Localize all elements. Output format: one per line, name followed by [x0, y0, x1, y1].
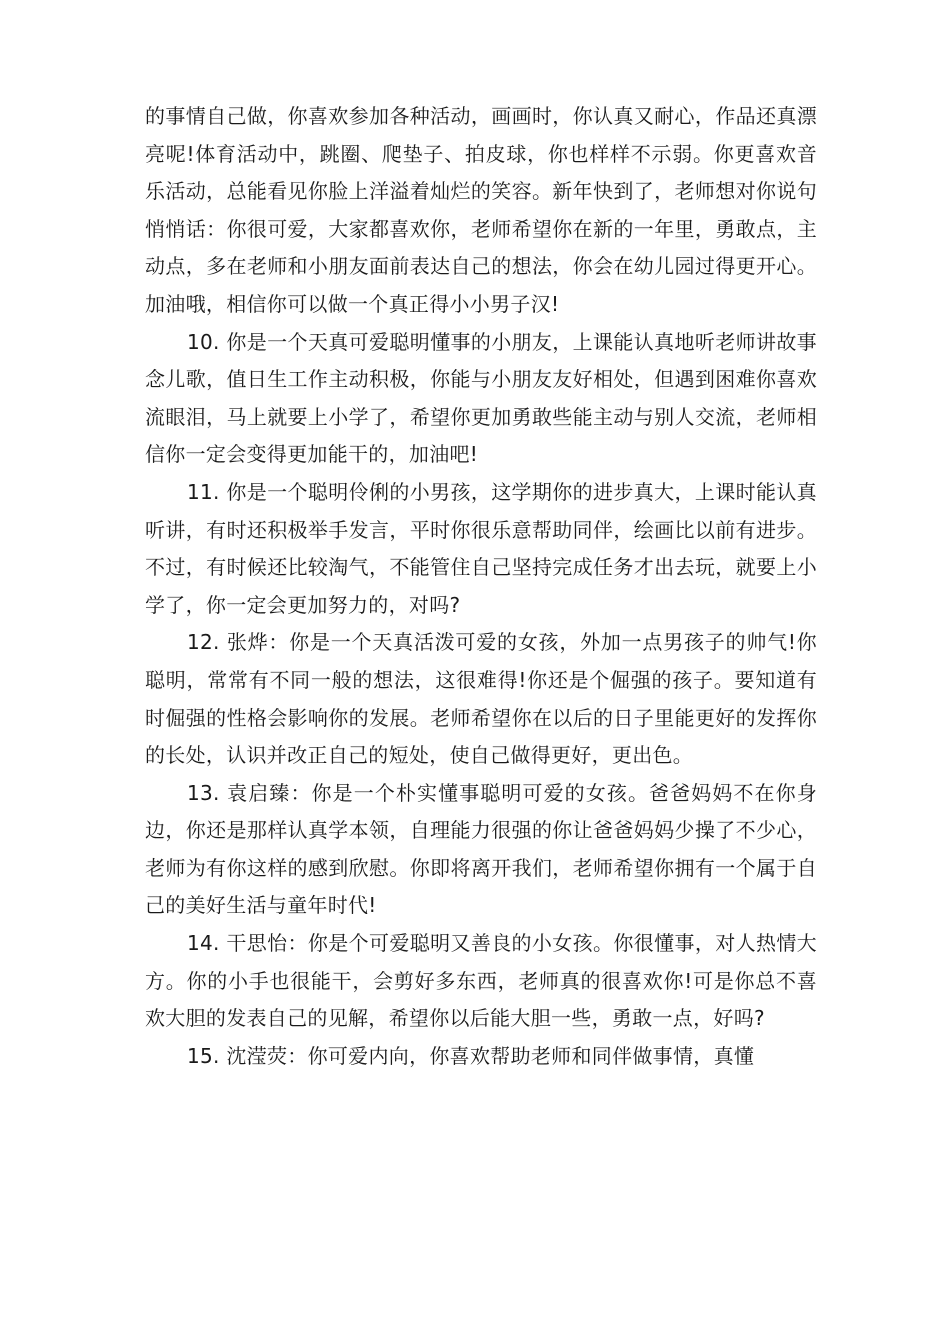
paragraph-comment-10: 10. 你是一个天真可爱聪明懂事的小朋友，上课能认真地听老师讲故事念儿歌，值日生工作主动积极，你能与小朋友友好相处，但遇到困难你喜欢流眼泪，马上就要上小学了，希望你更加勇敢些能主动与别人交流，老师相信你一定会变得更加能干的，加油吧! [145, 329, 817, 467]
paragraph-continuation: 的事情自己做，你喜欢参加各种活动，画画时，你认真又耐心，作品还真漂亮呢!体育活动中，跳圈、爬垫子、拍皮球，你也样样不示弱。你更喜欢音乐活动，总能看见你脸上洋溢着灿烂的笑容。新年快到了，老师想对你说句悄悄话：你很可爱，大家都喜欢你，老师希望你在新的一年里，勇敢点，主动点，多在老师和小朋友面前表达自己的想法，你会在幼儿园过得更开心。加油哦，相信你可以做一个真正得小小男子汉! [145, 104, 817, 316]
paragraph-comment-12: 12. 张烨：你是一个天真活泼可爱的女孩，外加一点男孩子的帅气!你聪明，常常有不同一般的想法，这很难得!你还是个倔强的孩子。要知道有时倔强的性格会影响你的发展。老师希望你在以后的日子里能更好的发挥你的长处，认识并改正自己的短处，使自己做得更好，更出色。 [145, 630, 817, 768]
document-page [145, 98, 817, 1075]
paragraph-comment-15: 15. 沈滢荧：你可爱内向，你喜欢帮助老师和同伴做事情，真懂 [187, 1043, 755, 1068]
paragraph-comment-11: 11. 你是一个聪明伶俐的小男孩，这学期你的进步真大，上课时能认真听讲，有时还积极举手发言，平时你很乐意帮助同伴，绘画比以前有进步。不过，有时候还比较淘气，不能管住自己坚持完成任务才出去玩，就要上小学了，你一定会更加努力的，对吗? [145, 479, 817, 617]
paragraph-comment-13: 13. 袁启臻：你是一个朴实懂事聪明可爱的女孩。爸爸妈妈不在你身边，你还是那样认真学本领，自理能力很强的你让爸爸妈妈少操了不少心，老师为有你这样的感到欣慰。你即将离开我们，老师希望你拥有一个属于自己的美好生活与童年时代! [145, 780, 817, 918]
paragraph-comment-14: 14. 干思怡：你是个可爱聪明又善良的小女孩。你很懂事，对人热情大方。你的小手也很能干，会剪好多东西，老师真的很喜欢你!可是你总不喜欢大胆的发表自己的见解，希望你以后能大胆一些，勇敢一点，好吗? [145, 931, 817, 1031]
